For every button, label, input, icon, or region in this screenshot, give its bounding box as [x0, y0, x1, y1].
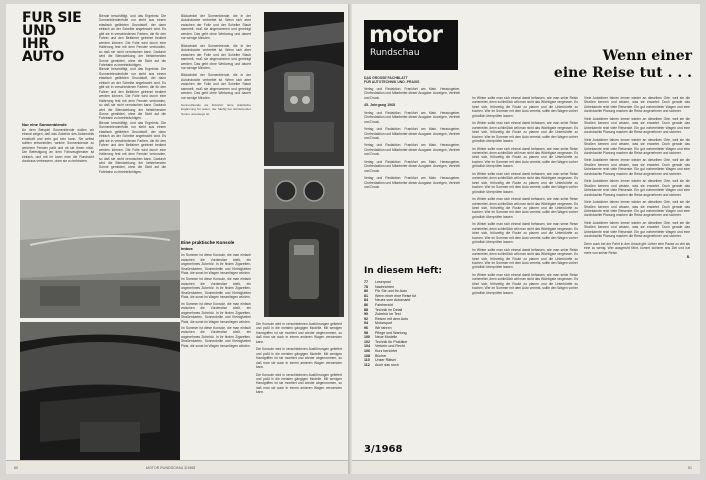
contents-item-title: Wenn einer eine Reise tut [375, 293, 417, 298]
column-4-text: Die Konsole wird in verschiedenen Ausführungen geliefert und paßt in die meisten gängigen Modelle. Mit wenigen Handgriffen ist sie montiert und wieder abgenommen, so daß man sie auch in einem anderen Wagen verwenden kann. [256, 322, 342, 344]
headline-line-2: UND [22, 23, 56, 39]
masthead-text-e: Verlag und Redaktion: Frankfurt am Main. Herausgeber, Chefredaktion und Mitarbeiter dieser Ausgabe. Anzeigen, Vertrieb und Druck. [364, 159, 460, 173]
left-page [6, 4, 348, 474]
contents-item-title: Bücher [375, 353, 387, 358]
article-col2-g: Viele Autofahrer fahren immer wieder an dieselben Orte, weil sie die Straßen kennen und wissen, was sie erwartet. Doch gerade das Unbekannte reizt viele Reisende. Ein gut vorbereiteter Wagen und eine durchdachte Planung machen die Reise angenehmer und sicherer. [584, 220, 690, 239]
contents-item-page: 102 [364, 339, 370, 344]
left-column-1 [22, 122, 94, 194]
left-column-3 [181, 14, 251, 236]
article-col2-a: Viele Autofahrer fahren immer wieder an dieselben Orte, weil sie die Straßen kennen und wissen, was sie erwartet. Doch gerade das Unbekannte reizt viele Reisende. Ein gut vorbereiteter Wagen und eine durchdachte Planung machen die Reise angenehmer und sicherer. [584, 96, 690, 114]
issue-number: 3/1968 [364, 444, 403, 455]
column-3-caption: Sonnenblende als Zubehör: Eine praktische Ergänzung für jeden, der häufig bei tiefstehender Sonne unterwegs ist. [181, 103, 251, 116]
column-4-text-b: Die Konsole wird in verschiedenen Ausführungen geliefert und paßt in die meisten gängigen Modelle. Mit wenigen Handgriffen ist sie montiert und wieder abgenommen, so daß man sie auch in einem anderen Wagen verwenden kann. [256, 347, 342, 370]
column-2-text: Blende beschäftigt, und das Ergebnis: Die Sonnenblendenfolie nur steht aus einem elastisch gefärbten Grundstoff, der dann einfach an der Scheibe angebracht wird. Es gibt sie in verschiedenen Farben, die für den Fahrer und den Beifahrer getrennt bedient werden können. Die Folie wird durch eine Halterung fest mit dem Fenster verbunden, so daß sie nicht verrutschen kann. Dadurch wird die Blendwirkung der tiefstehenden Sonne gemildert, ohne die Sicht auf die Fahrbahn zu beeinträchtigen. [99, 14, 166, 67]
contents-item-page: 106 [364, 348, 370, 353]
masthead [364, 76, 460, 262]
article-col1-d: Im Winter sollte man sich einmal damit befassen, wie man seine Reise vorbereitet, denn schließlich will man nicht das Wichtigste vergessen. Es lohnt sich, frühzeitig die Route zu planen und die Unterkünfte zu buchen. Wer im Sommer mit dem Auto verreist, sollte den Wagen vorher gründlich überprüfen lassen. [472, 171, 578, 194]
contents-item-title: Wir fahren [375, 325, 392, 330]
article-col1-a: Im Winter sollte man sich einmal damit befassen, wie man seine Reise vorbereitet, denn schließlich will man nicht das Wichtigste vergessen. Es lohnt sich, frühzeitig die Route zu planen und die Unterkünfte zu buchen. Wer im Sommer mit dem Auto verreist, sollte den Wagen vorher gründlich überprüfen lassen. [472, 96, 578, 118]
column-3-text-b: Blickwinkel der Sonnenblende, die in der Autoindustrie verbreitet ist. Wenn sich aber zwischen der Folie und der Scheibe Staub sammelt, muß sie abgenommen und gereinigt werden. Das geht ohne Werkzeug und dauert nur wenige Minuten. [181, 43, 251, 70]
article-col1-c: Im Winter sollte man sich einmal damit befassen, wie man seine Reise vorbereitet, denn schließlich will man nicht das Wichtigste vergessen. Es lohnt sich, frühzeitig die Route zu planen und die Unterkünfte zu buchen. Wer im Sommer mit dem Auto verreist, sollte den Wagen vorher gründlich überprüfen lassen. [472, 146, 578, 169]
contents-list [364, 280, 462, 367]
article-col1-b: Im Winter sollte man sich einmal damit befassen, wie man seine Reise vorbereitet, denn schließlich will man nicht das Wichtigste vergessen. Es lohnt sich, frühzeitig die Route zu planen und die Unterkünfte zu buchen. Wer im Sommer mit dem Auto verreist, sollte den Wagen vorher gründlich überprüfen lassen. [472, 121, 578, 144]
article-col1-e: Im Winter sollte man sich einmal damit befassen, wie man seine Reise vorbereitet, denn schließlich will man nicht das Wichtigste vergessen. Es lohnt sich, frühzeitig die Route zu planen und die Unterkünfte zu buchen. Wer im Sommer mit dem Auto verreist, sollte den Wagen vorher gründlich überprüfen lassen. [472, 197, 578, 219]
photo-sunshade-interior [20, 200, 180, 318]
left-page-number: 60 [14, 466, 18, 470]
logo-subtitle: Rundschau [370, 48, 420, 58]
konsole-heading: Eine praktische Konsole [181, 240, 235, 245]
column-1-subhead: Nur eine Sonnenblende [22, 122, 67, 127]
magazine-logo [364, 20, 458, 70]
contents-item-title: Leserpost [375, 280, 391, 284]
masthead-text-d: Verlag und Redaktion: Frankfurt am Main. Herausgeber, Chefredaktion und Mitarbeiter dieser Ausgabe. Anzeigen, Vertrieb und Druck. [364, 143, 460, 157]
contents-item-page: 92 [364, 316, 368, 321]
konsole-text-c: Im Sommer ist diese Konsole, die man einfach zwischen die Vordersitze stellt, ein angenehmes Zubehör. In ihr finden Zigaretten, Straßenkarten, Sonnenbrille und Kleinigkeiten Platz, die sonst im Wagen herumliegen würden. [181, 301, 251, 324]
contents-item-title: Pflege und Wartung [375, 330, 407, 335]
left-column-4 [256, 322, 342, 462]
contents-item-title: Technik im Detail [375, 307, 403, 312]
article-col1-g: Im Winter sollte man sich einmal damit befassen, wie man seine Reise vorbereitet, denn schließlich will man nicht das Wichtigste vergessen. Es lohnt sich, frühzeitig die Route zu planen und die Unterkünfte zu buchen. Wer im Sommer mit dem Auto verreist, sollte den Wagen vorher gründlich überprüfen lassen. [472, 247, 578, 270]
article-col2-c: Viele Autofahrer fahren immer wieder an dieselben Orte, weil sie die Straßen kennen und wissen, was sie erwartet. Doch gerade das Unbekannte reizt viele Reisende. Ein gut vorbereiteter Wagen und eine durchdachte Planung machen die Reise angenehmer und sicherer. [584, 137, 690, 155]
headline-line-3: IHR AUTO [22, 36, 65, 65]
headline-line-1: FUR SIE [22, 10, 82, 26]
contents-heading: In diesem Heft: [364, 266, 442, 276]
contents-item-page: 94 [364, 321, 368, 326]
contents-item-page: 96 [364, 325, 368, 330]
column-2-text-repeat-2: Blende beschäftigt, und das Ergebnis: Die Sonnenblendenfolie nur steht aus einem elastisch gefärbten Grundstoff, der dann einfach an der Scheibe angebracht wird. Es gibt sie in verschiedenen Farben, die für den Fahrer und den Beifahrer getrennt bedient werden können. Die Folie wird durch eine Halterung fest mit dem Fenster verbunden, so daß sie nicht verrutschen kann. Dadurch wird die Blendwirkung der tiefstehenden Sonne gemildert, ohne die Sicht auf die Fahrbahn zu beeinträchtigen. [99, 120, 166, 174]
photo-dashboard-console [264, 12, 344, 166]
contents-item-page: 90 [364, 312, 368, 317]
contents-item-page: 100 [364, 335, 370, 340]
right-page [352, 4, 700, 474]
contents-item-page: 108 [364, 353, 370, 358]
article-col3: Denn auch bei der Fahrt in den Urlaub gilt: Lieber eine Pause zu viel als eine zu wenig. Wer ausgeruht fährt, kommt sicherer ans Ziel und hat mehr von seiner Reise. [584, 241, 690, 255]
contents-item-title: Technik für Praktiker [375, 339, 408, 344]
contents-item-page: 86 [364, 302, 368, 307]
contents-item-title: Kurz berichtet [375, 348, 398, 353]
konsole-section [181, 240, 251, 462]
contents-item-title: Zubehör im Test [375, 312, 401, 317]
contents-item-page: 80 [364, 289, 368, 294]
contents-item-page: 104 [364, 344, 370, 349]
column-1-text: An dem Beispiel Sonnenblende wollen wir einmal zeigen, daß das Zubehör des Automobils ernsthaft und sehr gut sein kann. Sie selbst sollten entscheiden, welche Sonnenblende zu welchem Fenster paßt und ob sie Ihnen nützt. Die Befestigung an dem Fahrzeugfenster ist einfach, und mit ihr kann man die Rundsicht durchaus verbessern, ohne sie zu behindern. [22, 128, 94, 164]
contents-item-title: Neue Modelle [375, 335, 398, 340]
volume: 45. Jahrgang 1968 [364, 103, 396, 108]
contents-item-page: 110 [364, 358, 370, 363]
article-title [492, 48, 692, 82]
tagline-2: FÜR AUTOTECHNIK UND -PRAXIS [364, 80, 420, 85]
contents-item-title: Verkehr und Recht [375, 344, 405, 349]
contents-item-title: Reisen mit dem Auto [375, 316, 409, 321]
article-col1-h: Im Winter sollte man sich einmal damit befassen, wie man seine Reise vorbereitet, denn schließlich will man nicht das Wichtigste vergessen. Es lohnt sich, frühzeitig die Route zu planen und die Unterkünfte zu buchen. Wer im Sommer mit dem Auto verreist, sollte den Wagen vorher gründlich überprüfen lassen. [472, 272, 578, 295]
konsole-text-b: Im Sommer ist diese Konsole, die man einfach zwischen die Vordersitze stellt, ein angenehmes Zubehör. In ihr finden Zigaretten, Straßenkarten, Sonnenbrille und Kleinigkeiten Platz, die sonst im Wagen herumliegen würden. [181, 277, 251, 300]
contents-item-title: Neues vom Automarkt [375, 298, 411, 303]
contents-item-page: 98 [364, 330, 368, 335]
masthead-text-b: Verlag und Redaktion: Frankfurt am Main. Herausgeber, Chefredaktion und Mitarbeiter dieser Ausgabe. Anzeigen, Vertrieb und Druck. [364, 110, 460, 124]
right-page-number: 61 [688, 466, 692, 470]
dashboard-console-image [264, 12, 344, 166]
title-line-1: Wenn einer [602, 48, 692, 64]
contents-item-title: Motorsport [375, 321, 393, 326]
column-2-text-repeat: Blende beschäftigt, und das Ergebnis: Die Sonnenblendenfolie nur steht aus einem elastisch gefärbten Grundstoff, der dann einfach an der Scheibe angebracht wird. Es gibt sie in verschiedenen Farben, die für den Fahrer und den Beifahrer getrennt bedient werden können. Die Folie wird durch eine Halterung fest mit dem Fenster verbunden, so daß sie nicht verrutschen kann. Dadurch wird die Blendwirkung der tiefstehenden Sonne gemildert, ohne die Sicht auf die Fahrbahn zu beeinträchtigen. [99, 67, 166, 121]
contents-item-title: Nachrichten [375, 284, 395, 289]
column-4-text-c: Die Konsole wird in verschiedenen Ausführungen geliefert und paßt in die meisten gängigen Modelle. Mit wenigen Handgriffen ist sie montiert und wieder abgenommen, so daß man sie auch in einem anderen Wagen verwenden kann. [256, 372, 342, 395]
console-installed-image [264, 169, 344, 317]
left-footer-magazine: MOTOR RUNDSCHAU 3/1968 [146, 466, 196, 470]
masthead-text-c: Verlag und Redaktion: Frankfurt am Main. Herausgeber, Chefredaktion und Mitarbeiter dieser Ausgabe. Anzeigen, Vertrieb und Druck. [364, 127, 460, 140]
sunshade-interior-image [20, 200, 180, 318]
contents-item-title: Für Sie und Ihr Auto [375, 289, 407, 294]
article-col2-d: Viele Autofahrer fahren immer wieder an dieselben Orte, weil sie die Straßen kennen und wissen, was sie erwartet. Doch gerade das Unbekannte reizt viele Reisende. Ein gut vorbereiteter Wagen und eine durchdachte Planung machen die Reise angenehmer und sicherer. [584, 158, 690, 176]
tagline-1: DAS GROSSE FACHBLATT [364, 76, 408, 80]
contents-item-title: Fahrbericht [375, 302, 394, 307]
section-headline [22, 12, 92, 64]
logo-word: motor [369, 22, 442, 48]
right-footer-bar [352, 460, 700, 474]
konsole-text: Im Sommer ist diese Konsole, die man einfach zwischen die Vordersitze stellt, ein angenehmes Zubehör. In ihr finden Zigaretten, Straßenkarten, Sonnenbrille und Kleinigkeiten Platz, die sonst im Wagen herumliegen würden. [181, 253, 251, 275]
article-col2-b: Viele Autofahrer fahren immer wieder an dieselben Orte, weil sie die Straßen kennen und wissen, was sie erwartet. Doch gerade das Unbekannte reizt viele Reisende. Ein gut vorbereiteter Wagen und eine durchdachte Planung machen die Reise angenehmer und sicherer. [584, 116, 690, 135]
contents-item-title: Auch das noch [375, 362, 399, 367]
contents-item-page: 78 [364, 284, 368, 289]
photo-dark-interior [20, 322, 180, 466]
konsole-subheading: Imbox [181, 245, 193, 251]
column-3-text: Blickwinkel der Sonnenblende, die in der Autoindustrie verbreitet ist. Wenn sich aber zwischen der Folie und der Scheibe Staub sammelt, muß sie abgenommen und gereinigt werden. Das geht ohne Werkzeug und dauert nur wenige Minuten. [181, 14, 251, 41]
article-column-1 [472, 96, 578, 458]
title-line-2: eine Reise tut . . . [553, 65, 692, 81]
article-signature: B. [686, 255, 690, 260]
konsole-text-d: Im Sommer ist diese Konsole, die man einfach zwischen die Vordersitze stellt, ein angenehmes Zubehör. In ihr finden Zigaretten, Straßenkarten, Sonnenbrille und Kleinigkeiten Platz, die sonst im Wagen herumliegen würden. [181, 325, 251, 348]
contents-item-page: 88 [364, 307, 368, 312]
article-column-2 [584, 96, 690, 458]
masthead-text-f: Verlag und Redaktion: Frankfurt am Main. Herausgeber, Chefredaktion und Mitarbeiter dieser Ausgabe. Anzeigen, Vertrieb und Druck. [364, 176, 460, 190]
article-col1-f: Im Winter sollte man sich einmal damit befassen, wie man seine Reise vorbereitet, denn schließlich will man nicht das Wichtigste vergessen. Es lohnt sich, frühzeitig die Route zu planen und die Unterkünfte zu buchen. Wer im Sommer mit dem Auto verreist, sollte den Wagen vorher gründlich überprüfen lassen. [472, 222, 578, 245]
dark-interior-image [20, 322, 180, 466]
photo-console-installed [264, 169, 344, 317]
column-3-text-c: Blickwinkel der Sonnenblende, die in der Autoindustrie verbreitet ist. Wenn sich aber zwischen der Folie und der Scheibe Staub sammelt, muß sie abgenommen und gereinigt werden. Das geht ohne Werkzeug und dauert nur wenige Minuten. [181, 73, 251, 100]
table-of-contents [364, 266, 462, 367]
contents-item-page: 84 [364, 298, 368, 303]
contents-item-title: Unser Rätsel [375, 358, 396, 363]
contents-item [364, 363, 462, 368]
masthead-text-a: Verlag und Redaktion: Frankfurt am Main. Herausgeber, Chefredaktion und Mitarbeiter dieser Ausgabe. Anzeigen, Vertrieb und Druck. [364, 86, 460, 100]
contents-item-page: 112 [364, 362, 370, 367]
article-col2-f: Viele Autofahrer fahren immer wieder an dieselben Orte, weil sie die Straßen kennen und wissen, was sie erwartet. Doch gerade das Unbekannte reizt viele Reisende. Ein gut vorbereiteter Wagen und eine durchdachte Planung machen die Reise angenehmer und sicherer. [584, 200, 690, 218]
article-col2-e: Viele Autofahrer fahren immer wieder an dieselben Orte, weil sie die Straßen kennen und wissen, was sie erwartet. Doch gerade das Unbekannte reizt viele Reisende. Ein gut vorbereiteter Wagen und eine durchdachte Planung machen die Reise angenehmer und sicherer. [584, 179, 690, 197]
contents-item-page: 81 [364, 293, 368, 298]
left-column-2 [99, 14, 166, 192]
contents-item-page: 77 [364, 280, 368, 284]
